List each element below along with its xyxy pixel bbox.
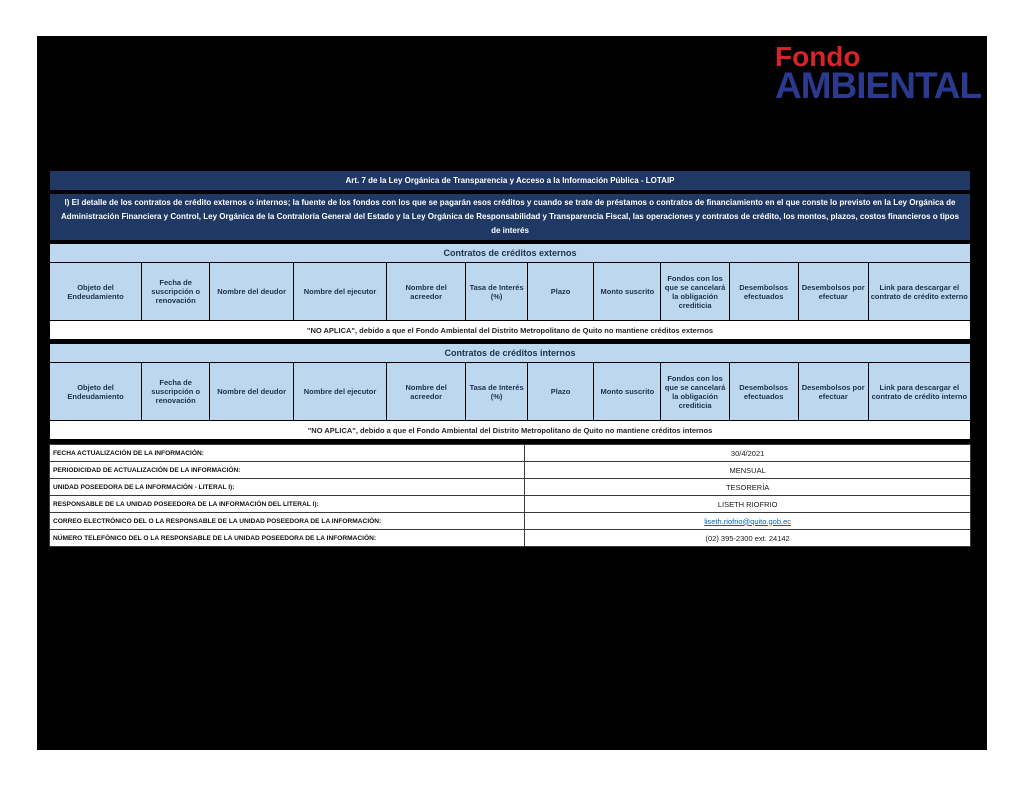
info-value-fecha: 30/4/2021 xyxy=(525,445,971,462)
column-header-fecha: Fecha de suscripción o renovación xyxy=(142,263,210,321)
info-row xyxy=(50,513,971,530)
column-header-fecha: Fecha de suscripción o renovación xyxy=(142,363,210,421)
info-label-telefono: NÚMERO TELEFÓNICO DEL O LA RESPONSABLE DE LA UNIDAD POSEEDORA DE LA INFORMACIÓN: xyxy=(50,530,525,547)
legal-description: l) El detalle de los contratos de crédito externos o internos; la fuente de los fondos con los que se pagarán esos créditos y cuando se trate de préstamos o contratos de financiamiento en el que conste lo previsto en la Ley Orgánica de Administración Financiera y Control, Ley Orgánica de la Contraloría General del Estado y la Ley Orgánica de Responsabilidad y Transparencia Fiscal, las operaciones y contratos de crédito, los montos, plazos, costos financieros o tipos de interés xyxy=(49,193,971,241)
column-header-deudor: Nombre del deudor xyxy=(210,363,294,421)
info-label-responsable: RESPONSABLE DE LA UNIDAD POSEEDORA DE LA INFORMACIÓN DEL LITERAL l): xyxy=(50,496,525,513)
info-row xyxy=(50,445,971,462)
column-header-acreedor: Nombre del acreedor xyxy=(387,263,466,321)
column-header-monto: Monto suscrito xyxy=(594,263,661,321)
external-section-title: Contratos de créditos externos xyxy=(50,244,971,263)
logo-ambiental-text: AMBIENTAL xyxy=(775,65,982,106)
internal-credits-table xyxy=(49,343,971,440)
info-label-periodicidad: PERIODICIDAD DE ACTUALIZACIÓN DE LA INFORMACIÓN: xyxy=(50,462,525,479)
external-credits-table xyxy=(49,243,971,340)
column-header-ejecutor: Nombre del ejecutor xyxy=(294,363,387,421)
column-header-desembolsos-por-efectuar: Desembolsos por efectuar xyxy=(798,263,868,321)
column-header-fondos: Fondos con los que se cancelará la obligación crediticia xyxy=(661,363,729,421)
column-header-ejecutor: Nombre del ejecutor xyxy=(294,263,387,321)
column-header-desembolsos-efectuados: Desembolsos efectuados xyxy=(729,363,798,421)
column-header-desembolsos-efectuados: Desembolsos efectuados xyxy=(729,263,798,321)
column-header-link: Link para descargar el contrato de crédito interno xyxy=(868,363,970,421)
info-label-unidad: UNIDAD POSEEDORA DE LA INFORMACIÓN - LITERAL l): xyxy=(50,479,525,496)
column-header-acreedor: Nombre del acreedor xyxy=(387,363,466,421)
info-row xyxy=(50,496,971,513)
column-header-deudor: Nombre del deudor xyxy=(210,263,294,321)
column-header-plazo: Plazo xyxy=(527,363,593,421)
info-value-unidad: TESORERÍA xyxy=(525,479,971,496)
internal-section-title: Contratos de créditos internos xyxy=(50,344,971,363)
column-header-tasa: Tasa de Interés (%) xyxy=(466,363,528,421)
external-header-row xyxy=(50,263,971,321)
info-value-correo xyxy=(525,513,971,530)
column-header-fondos: Fondos con los que se cancelará la obligación crediticia xyxy=(661,263,729,321)
email-link[interactable]: liseth.riofrio@quito.gob.ec xyxy=(704,516,792,526)
info-row xyxy=(50,479,971,496)
page-canvas xyxy=(37,36,987,750)
lotaip-title-bar: Art. 7 de la Ley Orgánica de Transparencia y Acceso a la Información Pública - LOTAIP xyxy=(49,170,971,191)
column-header-monto: Monto suscrito xyxy=(594,363,661,421)
info-row xyxy=(50,462,971,479)
column-header-objeto: Objeto del Endeudamiento xyxy=(50,363,142,421)
internal-header-row xyxy=(50,363,971,421)
column-header-desembolsos-por-efectuar: Desembolsos por efectuar xyxy=(798,363,868,421)
info-label-correo: CORREO ELECTRÓNICO DEL O LA RESPONSABLE DE LA UNIDAD POSEEDORA DE LA INFORMACIÓN: xyxy=(50,513,525,530)
lotaip-document xyxy=(49,170,971,547)
column-header-objeto: Objeto del Endeudamiento xyxy=(50,263,142,321)
info-label-fecha: FECHA ACTUALIZACIÓN DE LA INFORMACIÓN: xyxy=(50,445,525,462)
column-header-plazo: Plazo xyxy=(527,263,593,321)
column-header-link: Link para descargar el contrato de crédito externo xyxy=(868,263,970,321)
no-aplica-row-external: "NO APLICA", debido a que el Fondo Ambiental del Distrito Metropolitano de Quito no mantiene créditos externos xyxy=(50,321,971,340)
info-value-periodicidad: MENSUAL xyxy=(525,462,971,479)
column-header-tasa: Tasa de Interés (%) xyxy=(466,263,528,321)
no-aplica-row-internal: "NO APLICA", debido a que el Fondo Ambiental del Distrito Metropolitano de Quito no mantiene créditos internos xyxy=(50,421,971,440)
info-row xyxy=(50,530,971,547)
logo-fondo-text: Fondo xyxy=(775,41,861,72)
fondo-ambiental-logo xyxy=(775,41,982,106)
info-value-responsable: LISETH RIOFRIO xyxy=(525,496,971,513)
info-value-telefono: (02) 395-2300 ext. 24142 xyxy=(525,530,971,547)
info-table xyxy=(49,444,971,547)
